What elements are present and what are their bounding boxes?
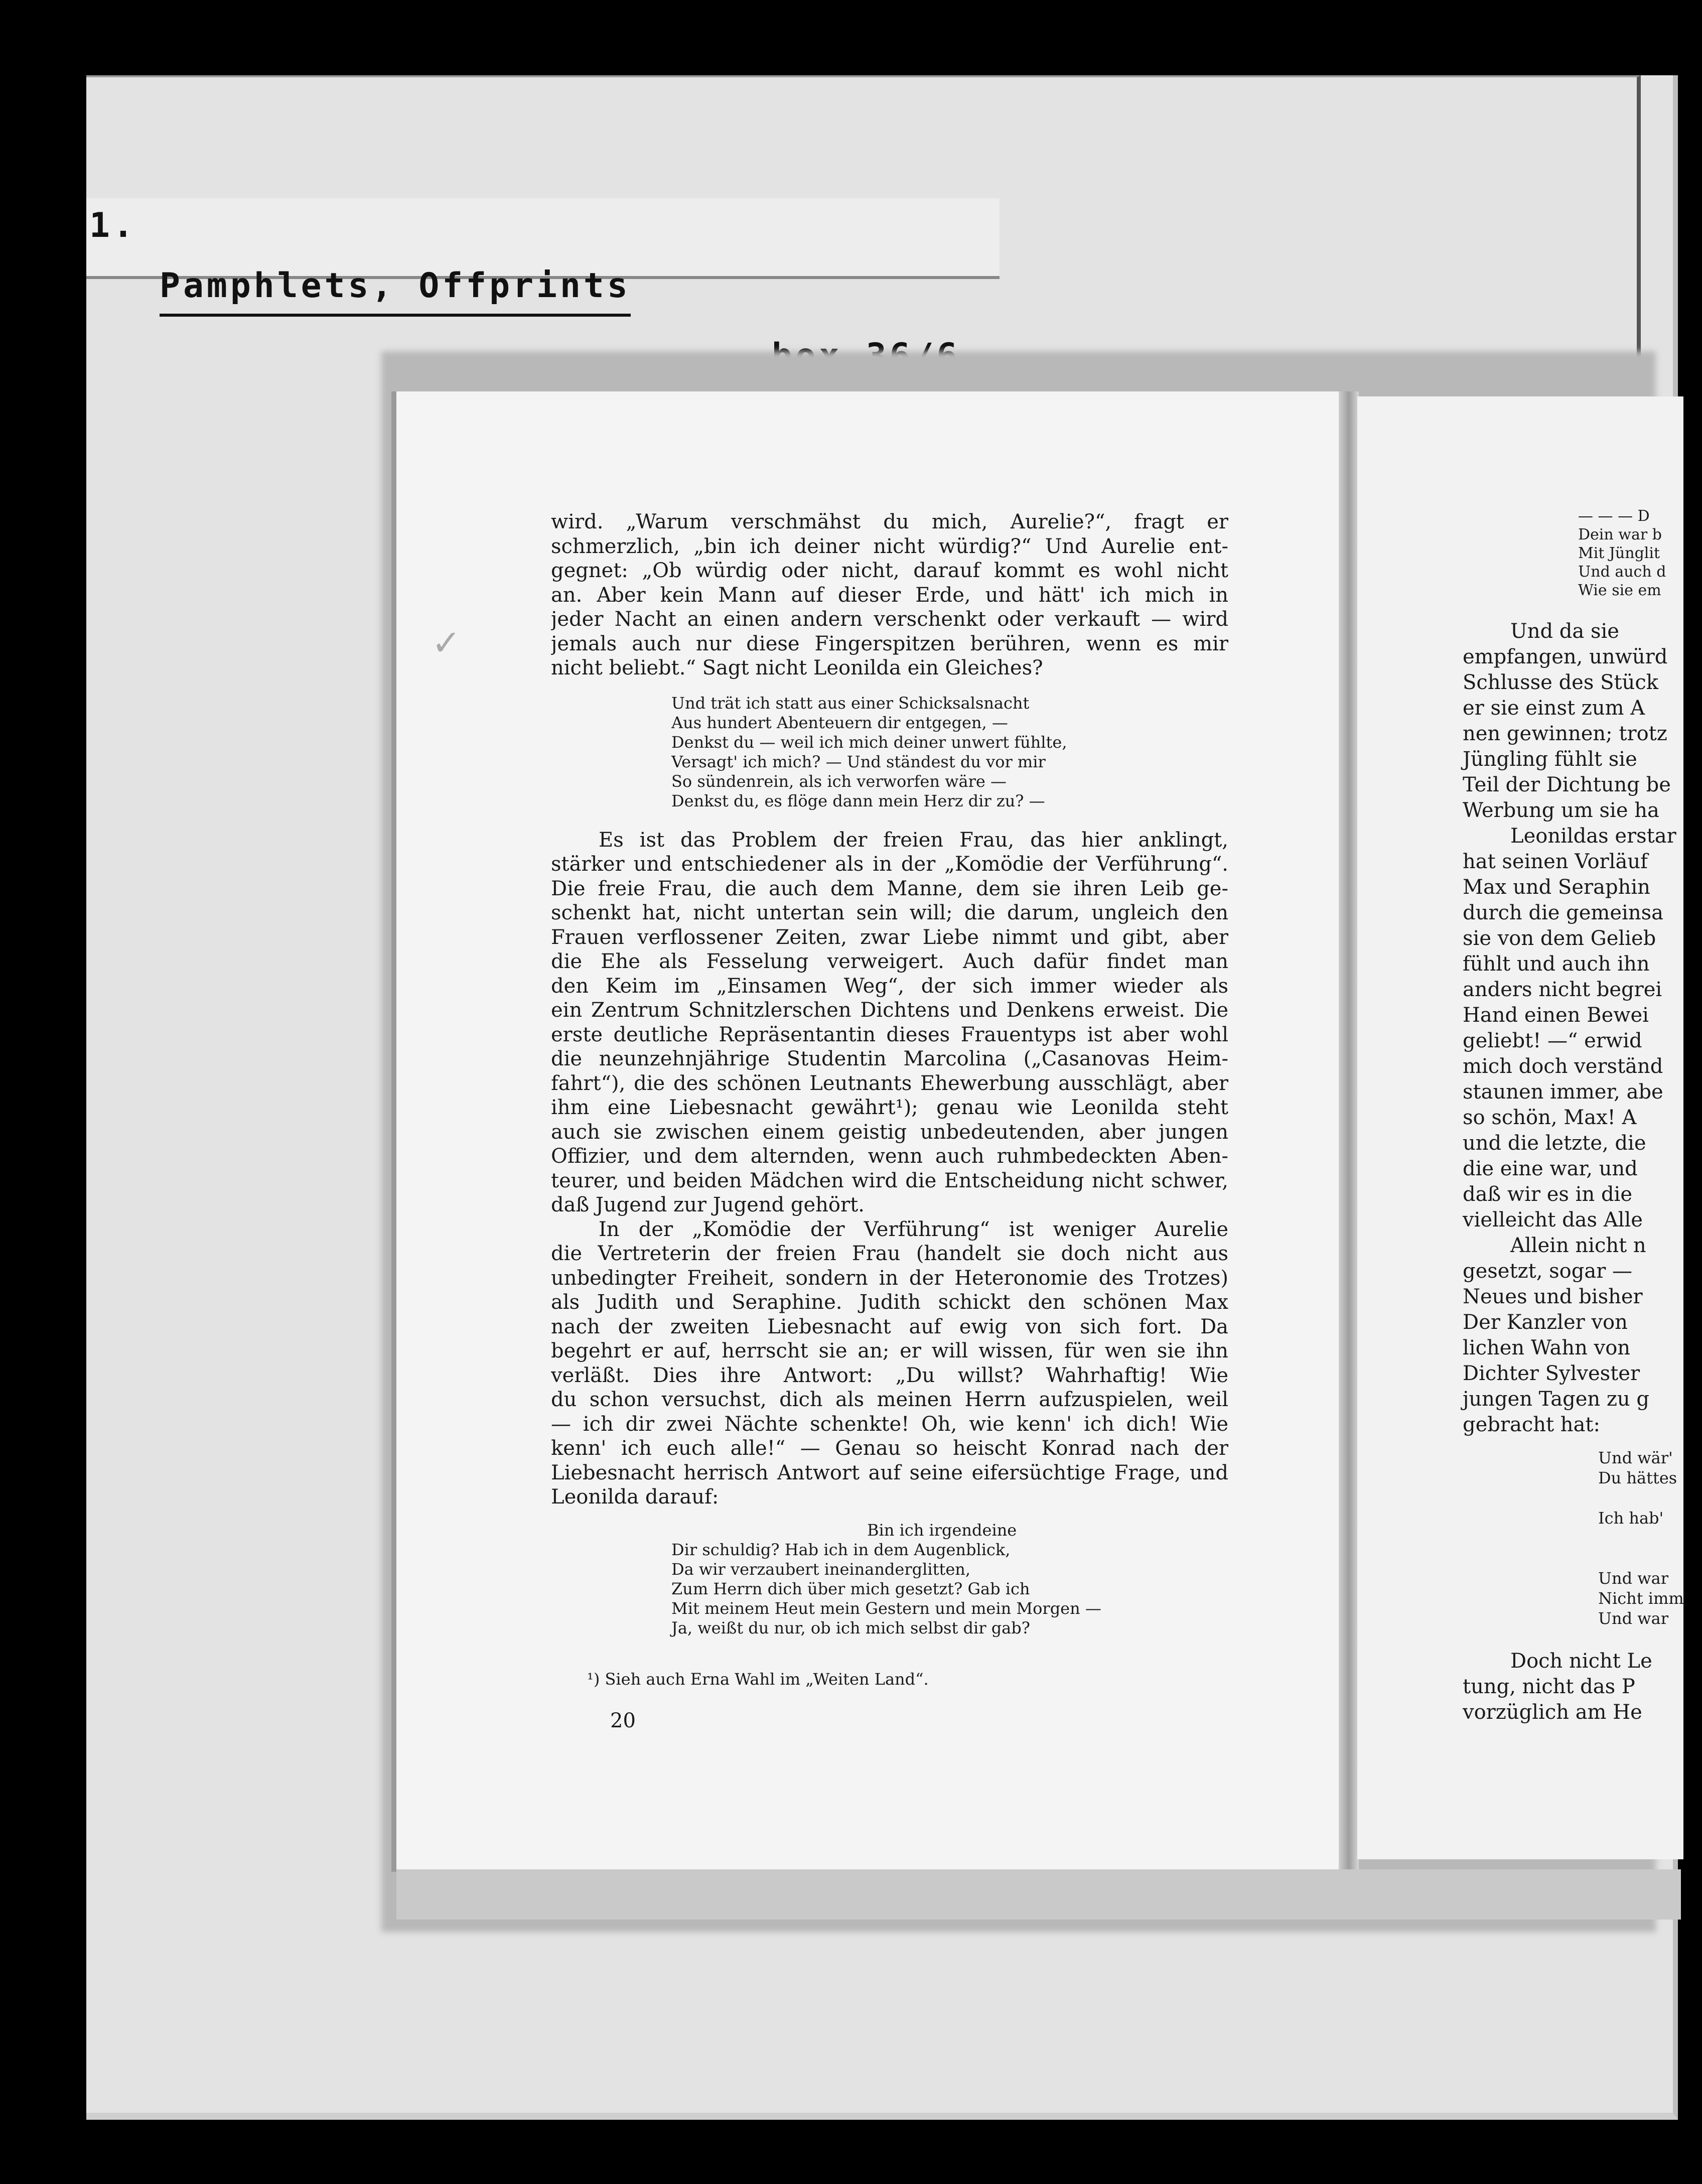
text-line: gebracht hat: [1463,1413,1600,1436]
text-line: er sie einst zum A [1463,697,1645,720]
text-line: empfangen, unwürd [1463,645,1668,668]
text-line: Leonildas erstar [1510,825,1676,848]
text-line: begehrt er auf, herrscht sie an; er will wissen, für wen sie ihn [551,1339,1228,1362]
text-line: Hand einen Bewei [1463,1004,1649,1027]
text-line: durch die gemeinsa [1463,901,1663,924]
text-line: den Keim im „Einsamen Weg“, der sich immer wieder als [551,974,1228,998]
verse-line [1598,1528,1702,1548]
text-line: staunen immer, abe [1463,1080,1663,1104]
text-line: schmerzlich, „bin ich deiner nicht würdig?“ Und Aurelie ent- [551,534,1228,558]
verse-line: Dein war b [1578,526,1662,543]
paragraph-1 [551,510,1228,680]
right-verse-mid [1463,1448,1702,1628]
text-line: Leonilda darauf: [551,1485,719,1509]
verse-line: — — — D [1578,507,1650,525]
text-line: gesetzt, sogar — [1463,1260,1633,1283]
text-line: vorzüglich am He [1463,1701,1642,1724]
text-line: jeder Nacht an einen andern verschenkt oder verkauft — wird [551,608,1228,631]
text-line: sie von dem Gelieb [1463,927,1656,950]
right-page-text [1463,507,1702,1725]
text-line: Doch nicht Le [1510,1650,1652,1673]
verse-line: Ich hab' [1598,1509,1664,1528]
verse-line: Mit Jünglit [1578,544,1660,562]
book-gutter [1339,391,1359,1872]
text-line: Liebesnacht herrisch Antwort auf seine eifersüchtige Frage, und [551,1461,1228,1484]
verse-line: Und trät ich statt aus einer Schicksalsnacht [671,693,1030,713]
text-line: Allein nicht n [1510,1234,1646,1257]
text-line: nach der zweiten Liebesnacht auf ewig von sich fort. Da [551,1315,1228,1338]
text-line: verläßt. Dies ihre Antwort: „Du willst? Wahrhaftig! Wie [551,1363,1228,1387]
label-title: Pamphlets, Offprints [160,258,631,317]
text-line: die eine war, und [1463,1157,1638,1180]
text-line: so schön, Max! A [1463,1106,1637,1129]
text-line: wird. „Warum verschmähst du mich, Aurelie?“, fragt er [551,510,1228,533]
text-line: fühlt und auch ihn [1463,952,1650,976]
text-line: und die letzte, die [1463,1132,1646,1155]
text-line: die Vertreterin der freien Frau (handelt sie doch nicht aus [551,1242,1228,1265]
left-page-text [551,510,1228,1732]
text-line: Jüngling fühlt sie [1463,748,1637,771]
verse-line: Und war [1598,1569,1668,1588]
verse-line: Nicht imm [1598,1589,1684,1608]
text-line: Der Kanzler von [1463,1311,1628,1334]
label-number: 1. [89,206,136,245]
text-line: gegnet: „Ob würdig oder nicht, darauf kommt es wohl nicht [551,559,1228,582]
verse-line: Und wär' [1598,1448,1673,1467]
right-verse-top [1463,507,1702,600]
right-paragraph-2 [1463,824,1702,1233]
verse-line: Versagt' ich mich? — Und ständest du vor mir [671,752,1046,771]
text-line: du schon versuchst, dich als meinen Herrn aufzuspielen, weil [551,1388,1228,1411]
text-line: jungen Tagen zu g [1463,1388,1650,1411]
paragraph-3 [551,1217,1228,1510]
verse-line: Zum Herrn dich über mich gesetzt? Gab ich [671,1579,1030,1598]
pencil-check-mark: ✓ [432,622,461,663]
text-line: Und da sie [1510,620,1619,643]
verse-line: Mit meinem Heut mein Gestern und mein Morgen — [671,1598,1101,1618]
text-line: nicht beliebt.“ Sagt nicht Leonilda ein Gleiches? [551,656,1043,679]
text-line: lichen Wahn von [1463,1336,1631,1359]
text-line: teurer, und beiden Mädchen wird die Entscheidung nicht schwer, [551,1169,1228,1192]
text-line: Max und Seraphin [1463,876,1650,899]
text-line: fahrt“), die des schönen Leutnants Ehewerbung ausschlägt, aber [551,1071,1228,1095]
verse-line: Und war [1598,1609,1668,1628]
verse-line [1598,1488,1702,1508]
text-line: stärker und entschiedener als in der „Komödie der Verführung“. [551,853,1228,876]
verse-line: Denkst du — weil ich mich deiner unwert fühlte, [671,732,1067,752]
text-line: daß Jugend zur Jugend gehört. [551,1193,865,1216]
verse-line: Dir schuldig? Hab ich in dem Augenblick, [671,1540,1011,1559]
verse-line: Du hättes [1598,1468,1677,1487]
verse-line: Denkst du, es flöge dann mein Herz dir zu? — [671,791,1045,810]
verse-line: Aus hundert Abenteuern dir entgegen, — [671,713,1008,732]
text-line: geliebt! —“ erwid [1463,1029,1642,1052]
right-paragraph-3 [1463,1233,1702,1438]
text-line: an. Aber kein Mann auf dieser Erde, und hätt' ich mich in [551,583,1228,607]
text-line: Es ist das Problem der freien Frau, das hier anklingt, [599,828,1228,852]
verse-line: Und auch d [1578,563,1666,581]
paragraph-2 [551,828,1228,1217]
text-line: hat seinen Vorläuf [1463,850,1648,873]
verse-line: Bin ich irgendeine [867,1520,1017,1540]
text-line: kenn' ich euch alle!“ — Genau so heischt Konrad nach der [551,1437,1228,1460]
text-line: vielleicht das Alle [1463,1208,1643,1232]
text-line: Werbung um sie ha [1463,799,1659,822]
verse-line: So sündenrein, als ich verworfen wäre — [671,771,1007,791]
verse-line: Da wir verzaubert ineinanderglitten, [671,1559,971,1579]
right-paragraph-1 [1463,619,1702,824]
footnote: ¹) Sieh auch Erna Wahl im „Weiten Land“. [587,1669,929,1689]
text-line: tung, nicht das P [1463,1675,1635,1698]
archive-label [89,128,631,306]
page-number: 20 [610,1709,636,1732]
text-line: die Ehe als Fesselung verweigert. Auch dafür findet man [551,950,1228,973]
text-line: ein Zentrum Schnitzlerschen Dichtens und Denkens erweist. Die [551,999,1228,1022]
text-line: In der „Komödie der Verführung“ ist weniger Aurelie [599,1217,1228,1241]
verse-block-2 [671,1521,1228,1638]
text-line: nen gewinnen; trotz [1463,722,1667,745]
text-line: auch sie zwischen einem geistig unbedeutenden, aber jungen [551,1120,1228,1144]
text-line: Teil der Dichtung be [1463,773,1671,796]
text-line: — ich dir zwei Nächte schenkte! Oh, wie kenn' ich dich! Wie [551,1412,1228,1436]
verse-line [1598,1548,1702,1568]
verse-block-1 [671,694,1228,811]
text-line: Dichter Sylvester [1463,1362,1640,1385]
text-line: unbedingter Freiheit, sondern in der Heteronomie des Trotzes) [551,1266,1228,1290]
text-line: Die freie Frau, die auch dem Manne, dem sie ihren Leib ge- [551,877,1228,900]
right-paragraph-4 [1463,1649,1702,1725]
text-line: Schlusse des Stück [1463,671,1658,694]
text-line: als Judith und Seraphine. Judith schickt den schönen Max [551,1291,1228,1314]
text-line: Neues und bisher [1463,1285,1643,1308]
verse-line: Ja, weißt du nur, ob ich mich selbst dir gab? [671,1618,1030,1637]
text-line: anders nicht begrei [1463,978,1662,1001]
verse-line: Wie sie em [1578,582,1661,599]
text-line: die neunzehnjährige Studentin Marcolina („Casanovas Heim- [551,1047,1228,1070]
text-line: erste deutliche Repräsentantin dieses Frauentyps ist aber wohl [551,1023,1228,1046]
text-line: daß wir es in die [1463,1183,1633,1206]
book-bottom-edge [396,1869,1681,1920]
text-line: jemals auch nur diese Fingerspitzen berühren, wenn es mir [551,632,1228,655]
text-line: ihm eine Liebesnacht gewährt¹); genau wie Leonilda steht [551,1096,1228,1119]
text-line: mich doch verständ [1463,1055,1663,1078]
text-line: Offizier, und dem alternden, wenn auch ruhmbedeckten Aben- [551,1145,1228,1168]
text-line: Frauen verflossener Zeiten, zwar Liebe nimmt und gibt, aber [551,925,1228,949]
text-line: schenkt hat, nicht untertan sein will; die darum, ungleich den [551,901,1228,924]
